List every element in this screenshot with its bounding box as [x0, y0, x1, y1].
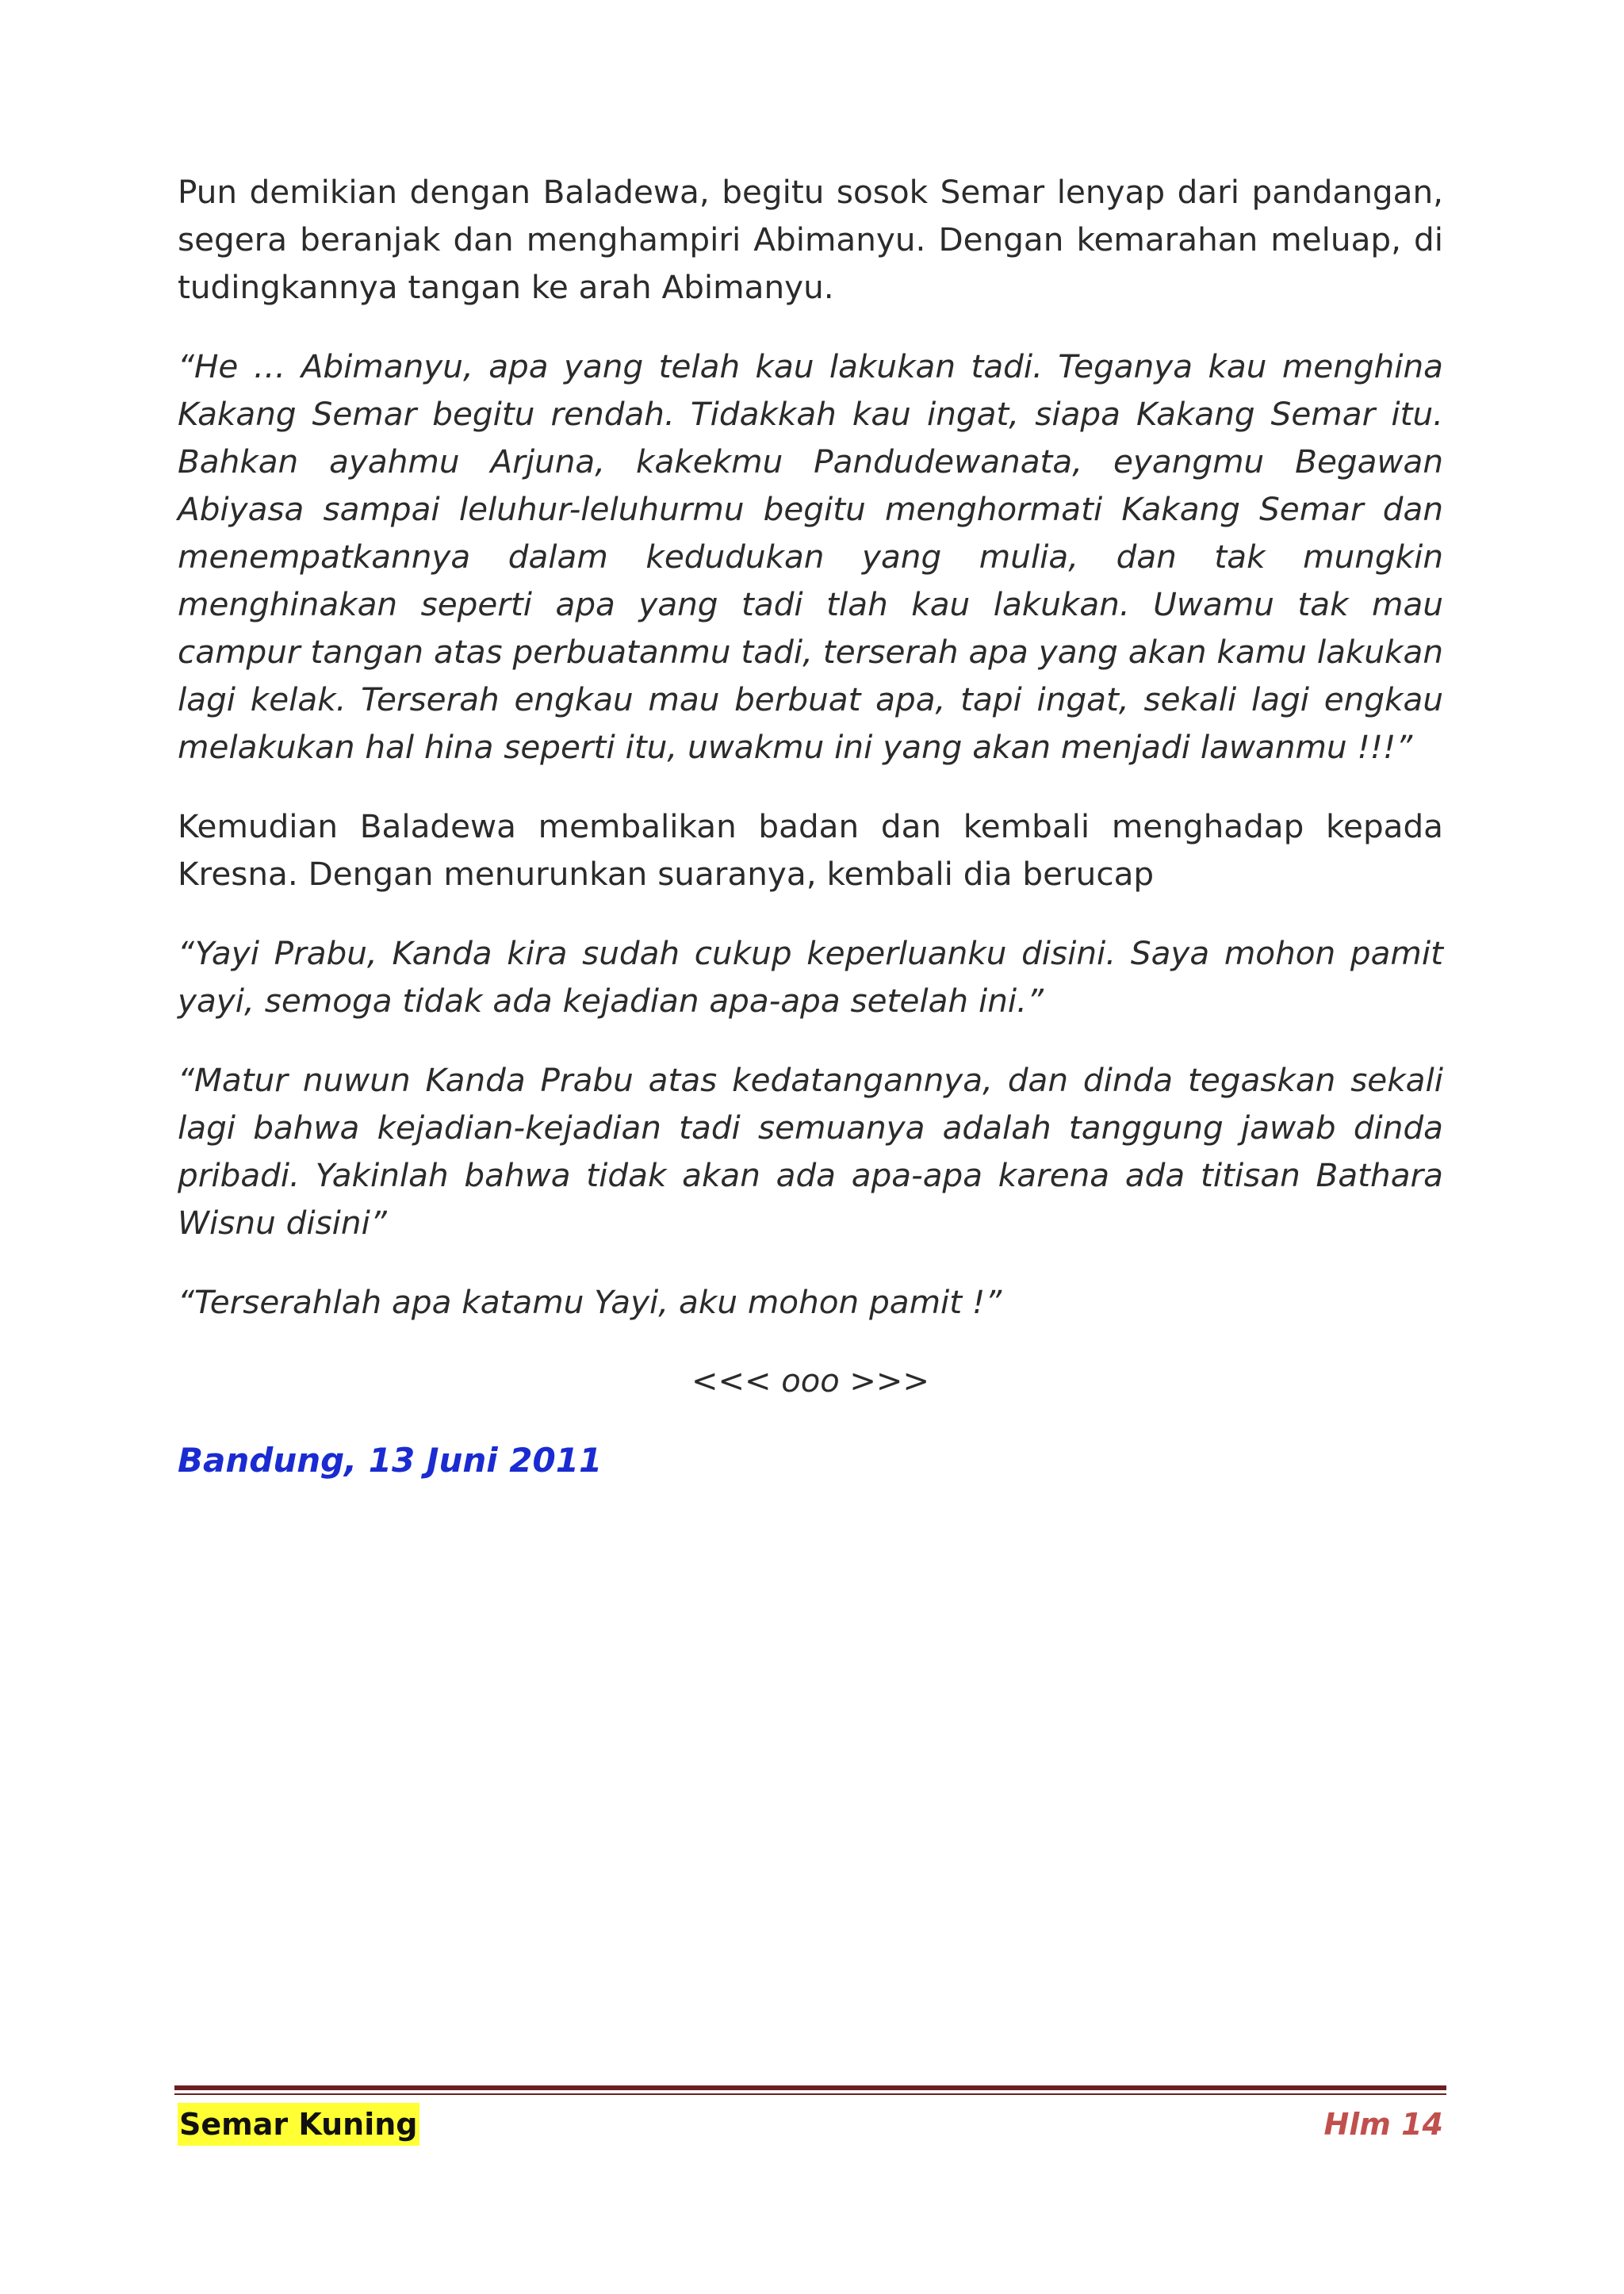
- paragraph-2: “He … Abimanyu, apa yang telah kau lakukan tadi. Teganya kau menghina Kakang Semar begitu rendah. Tidakkah kau ingat, siapa Kakang Semar itu. Bahkan ayahmu Arjuna, kakekmu Pandudewanata, eyangmu Begawan Abiyasa sampai leluhur-leluhurmu begitu menghormati Kakang Semar dan menempatkannya dalam kedudukan yang mulia, dan tak mungkin menghinakan seperti apa yang tadi tlah kau lakukan. Uwamu tak mau campur tangan atas perbuatanmu tadi, terserah apa yang akan kamu lakukan lagi kelak. Terserah engkau mau berbuat apa, tapi ingat, sekali lagi engkau melakukan hal hina seperti itu, uwakmu ini yang akan menjadi lawanmu !!!”: [178, 347, 1443, 766]
- footer-rule: [174, 2085, 1446, 2095]
- paragraph-3: Kemudian Baladewa membalikan badan dan kembali menghadap kepada Kresna. Dengan menurunkan suaranya, kembali dia berucap: [178, 807, 1443, 893]
- place-date: Bandung, 13 Juni 2011: [178, 1441, 603, 1480]
- body-text: [178, 168, 1443, 1484]
- paragraph-6: “Terserahlah apa katamu Yayi, aku mohon pamit !”: [178, 1283, 1002, 1321]
- section-separator: <<< ooo >>>: [691, 1363, 929, 1400]
- footer-title: Semar Kuning: [178, 2103, 419, 2146]
- paragraph-4: “Yayi Prabu, Kanda kira sudah cukup keperluanku disini. Saya mohon pamit yayi, semoga tidak ada kejadian apa-apa setelah ini.”: [178, 934, 1443, 1020]
- paragraph-5: “Matur nuwun Kanda Prabu atas kedatangannya, dan dinda tegaskan sekali lagi bahwa kejadian-kejadian tadi semuanya adalah tanggung jawab dinda pribadi. Yakinlah bahwa tidak akan ada apa-apa karena ada titisan Bathara Wisnu disini”: [178, 1061, 1443, 1242]
- paragraph-1: Pun demikian dengan Baladewa, begitu sosok Semar lenyap dari pandangan, segera beranjak dan menghampiri Abimanyu. Dengan kemarahan meluap, di tudingkannya tangan ke arah Abimanyu.: [178, 173, 1443, 306]
- page-number: Hlm 14: [1323, 2107, 1443, 2142]
